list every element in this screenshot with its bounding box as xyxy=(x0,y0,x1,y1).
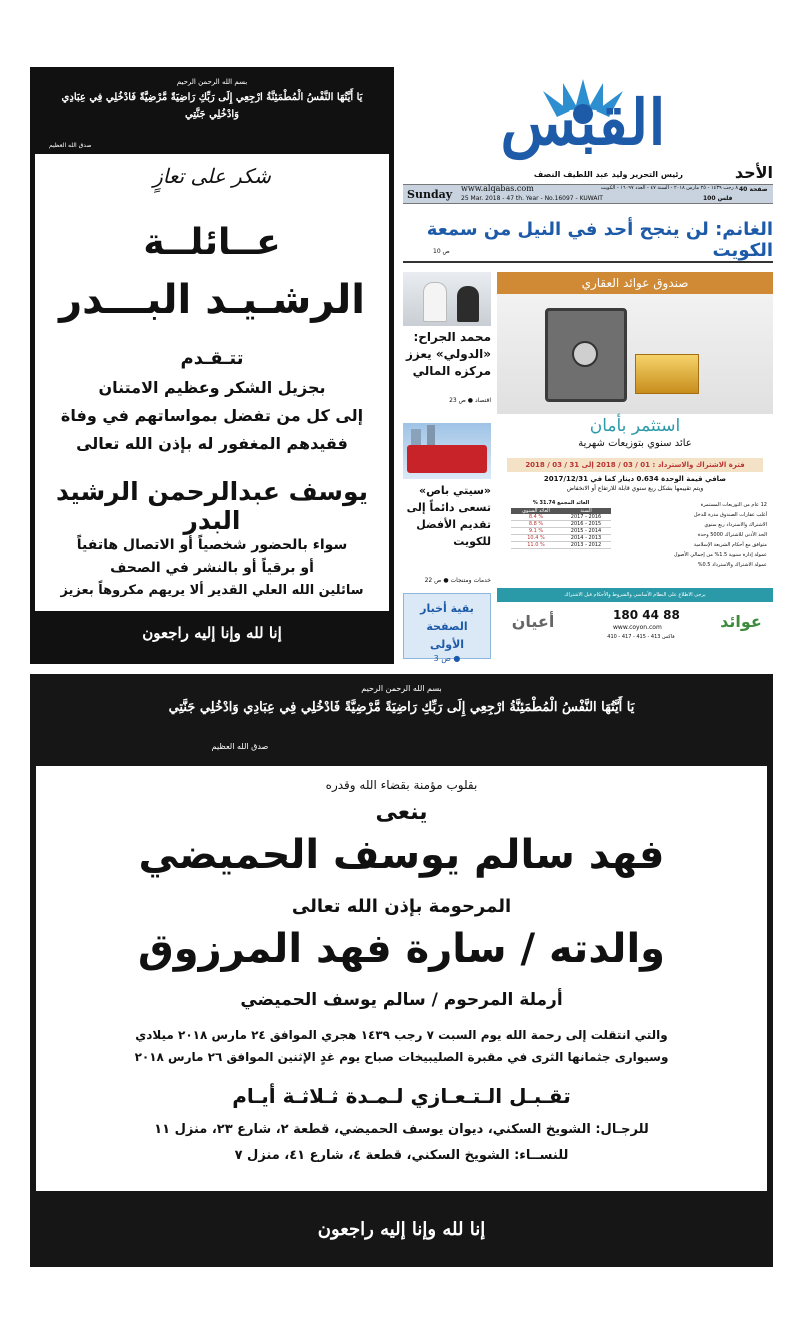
returns-col-year: السنة xyxy=(580,508,592,514)
date-bar xyxy=(403,184,773,204)
headline-rule xyxy=(403,261,773,263)
obit-intro: بقلوب مؤمنة بقضاء الله وقدره xyxy=(325,778,478,792)
obituary-notice xyxy=(30,674,773,1267)
ad-header: شكر على تعازٍ xyxy=(153,164,271,188)
fund-nav: صافي قيمة الوحدة 0.634 دينار كما في 2017/12/31 xyxy=(543,475,727,483)
more-news-box xyxy=(403,593,491,663)
more-news-ref: ● ص 3 xyxy=(433,654,461,663)
row-return: % 8.4 xyxy=(528,514,544,520)
masthead-logo xyxy=(423,69,743,169)
date-arabic: ٨ رجب ١٤٣٩ - ٢٥ مارس ٢٠١٨ - السنة ٤٧ - العدد ١٦٠٩٧ - الكويت xyxy=(600,185,738,191)
date-english: 25 Mar. 2018 - 47 th. Year - No.16097 - KUWAIT xyxy=(461,195,603,202)
more-news-label: بقية أخبار الصفحة الأولى xyxy=(420,602,474,651)
table-row xyxy=(511,514,611,521)
main-headline: الغانم: لن ينجح أحد في النيل من سمعة الكويت xyxy=(426,219,773,261)
obit-widow-of: أرملة المرحوم / سالم يوسف الحميضي xyxy=(240,990,563,1010)
obit-condolence-title: تقـبـل الـتـعـازي لـمـدة ثـلاثـة أيـام xyxy=(232,1084,571,1108)
fund-nav-sub: ويتم تقييمها بشكل ربع سنوي قابلة للارتفاع أو الانخفاض xyxy=(566,485,704,492)
ad-bismillah: بسم الله الرحمن الرحيم xyxy=(176,78,248,86)
table-row xyxy=(511,535,611,542)
row-year: 2013 - 2014 xyxy=(570,535,602,541)
obit-men-address: للرجـال: الشويخ السكني، ديوان يوسف الحميضي، قطعة ٢، شارع ٢٣، منزل ١١ xyxy=(154,1122,649,1137)
row-return: % 10.4 xyxy=(527,535,545,541)
list-item: الاشتراك والاسترداد ربع سنوي xyxy=(704,522,767,528)
fund-slogan: استثمر بأمان xyxy=(589,416,681,436)
row-year: 2014 - 2015 xyxy=(570,528,602,534)
table-row xyxy=(511,528,611,535)
obit-bismillah: بسم الله الرحمن الرحيم xyxy=(361,684,442,693)
ad-verse-banner xyxy=(35,72,389,154)
obit-announcer: فهد سالم يوسف الحميضي xyxy=(138,832,665,878)
ad-deceased-name: يوسف عبدالرحمن الرشيد البدر xyxy=(55,477,369,535)
story1-title: محمد الجراح: «الدولي» يعزز مركزه المالي xyxy=(406,330,491,378)
fund-ad-header xyxy=(497,272,773,294)
obit-announces: ينعى xyxy=(375,800,428,825)
row-year: 2015 - 2016 xyxy=(570,521,602,527)
fund-phones-small: فاكس 413 - 415 - 417 - 410 xyxy=(607,634,675,640)
story2-title: «سيتي باص» تسعى دائماً إلى تقديم الأفضل للكويت xyxy=(406,484,491,548)
obit-deceased: والدته / سارة فهد المرزوق xyxy=(137,926,666,972)
ad-verse: يَا أَيَّتُهَا النَّفْسُ الْمُطْمَئِنَّةُ ارْجِعِي إِلَى رَبِّكِ رَاضِيَةً مَّرْضِيَّةً فَادْخُلِي فِي عِبَادِي وَادْخُلِي جَنَّتِي xyxy=(61,92,363,120)
editor-line: رئيس التحرير وليد عبد اللطيف النصف xyxy=(533,170,683,179)
fund-period: 01 / 03 / 2018 إلى 31 / 03 / 2018 xyxy=(525,461,651,469)
table-row xyxy=(511,521,611,528)
ad-footer-text: إنا لله وإنا إليه راجعون xyxy=(142,624,282,642)
fund-period-label: فترة الاشتراك والاسترداد xyxy=(657,461,745,469)
headline-ref: ص 10 xyxy=(433,248,450,255)
obit-relation: المرحومة بإذن الله تعالى xyxy=(291,896,512,917)
list-item: متوافق مع أحكام الشريعة الإسلامية xyxy=(693,542,767,548)
ad-method-1: سواء بالحضور شخصياً أو الاتصال هاتفياً xyxy=(76,537,348,553)
fund-ad xyxy=(497,272,773,659)
list-item: 12 عام من التوزيعات المستمرة xyxy=(700,502,767,508)
list-item: عمولة الاشتراك والاسترداد 0.5% xyxy=(697,562,767,568)
ad-method-2: أو برقياً أو بالنشر في الصحف xyxy=(110,560,314,576)
story2-ref: خدمات ومتنجات ● ص 22 xyxy=(424,577,491,584)
ad-thanks-3: فقيدهم المغفور له بإذن الله تعالى xyxy=(76,434,348,453)
fund-ad-photo xyxy=(497,294,773,414)
obituary-panel xyxy=(36,766,767,1191)
fund-disclaimer: يرجى الاطلاع على النظام الأساسي والشروط والأحكام قبل الاشتراك xyxy=(564,592,706,598)
obit-burial-line: وسيوارى جثمانها الثرى في مقبرة الصليبيخات صباح يوم غدٍ الإثنين الموافق ٢٦ مارس ٢٠١٨ xyxy=(134,1050,669,1064)
row-return: % 9.1 xyxy=(528,528,544,534)
obit-death-line: والتي انتقلت إلى رحمة الله يوم السبت ٧ رجب ١٤٣٩ هجري الموافق ٢٤ مارس ٢٠١٨ ميلادي xyxy=(135,1028,668,1042)
fund-site: www.coyon.com xyxy=(613,624,662,631)
fund-ad-footer-bar xyxy=(497,588,773,602)
brand-awaed: عوائد xyxy=(720,612,762,631)
returns-table xyxy=(511,500,611,549)
ad-offer: تتـقـدم xyxy=(180,348,244,369)
safe-dial-icon xyxy=(572,341,598,367)
story1-person2-icon xyxy=(457,286,479,322)
list-item: أغلب عقارات الصندوق مدرة للدخل xyxy=(693,512,767,518)
ad-closing: سائلين الله العلي القدير ألا يريهم مكروهاً بعزيز xyxy=(60,583,364,598)
row-return: % 11.0 xyxy=(527,542,545,548)
returns-col-return: العائد السنوي xyxy=(522,508,550,514)
masthead-title: القبس xyxy=(500,86,666,159)
obit-footer: إنا لله وإنا إليه راجعون xyxy=(317,1219,486,1240)
obit-women-address: للنســاء: الشويخ السكني، قطعة ٤، شارع ٤١، منزل ٧ xyxy=(234,1148,569,1163)
story2-photo xyxy=(403,423,491,479)
day-english: Sunday xyxy=(407,188,453,201)
features-list xyxy=(621,500,767,570)
family-name-line1: عــائلــة xyxy=(143,222,281,263)
issue-price: 100 فلس xyxy=(703,195,733,202)
row-year: 2012 - 2013 xyxy=(570,542,602,548)
story1-person-icon xyxy=(423,282,447,322)
gold-bars-icon xyxy=(635,354,699,394)
ad-thanks-2: إلى كل من تفضل بمواساتهم في وفاة xyxy=(60,406,364,425)
obit-verse: يَا أَيَّتُهَا النَّفْسُ الْمُطْمَئِنَّةُ ارْجِعِي إِلَى رَبِّكِ رَاضِيَةً مَّرْضِيَّةً فَادْخُلِي فِي عِبَادِي وَادْخُلِي جَنَّتِي xyxy=(168,700,635,715)
ad-thanks-1: بجزيل الشكر وعظيم الامتنان xyxy=(98,378,326,397)
row-return: % 8.8 xyxy=(528,521,544,527)
fund-period-bar: فترة الاشتراك والاسترداد : 01 / 03 / 2018 إلى 31 / 03 / 2018 xyxy=(507,458,763,472)
table-row xyxy=(511,542,611,549)
story1-photo xyxy=(403,272,491,326)
list-item: الحد الأدنى للاشتراك 5000 وحدة xyxy=(697,532,767,538)
website: www.alqabas.com xyxy=(461,184,534,193)
story1-ref: اقتصاد ● ص 23 xyxy=(449,397,491,404)
fund-phone: 180 44 88 xyxy=(613,608,680,622)
page-count: 40 صفحة xyxy=(739,186,768,193)
newspaper-front-page xyxy=(403,67,773,664)
row-year: 2016 - 2017 xyxy=(570,514,602,520)
safe-icon xyxy=(545,308,627,402)
returns-total: العائد المجمع 31.74 % xyxy=(532,500,590,506)
ad-verse-source: صدق الله العظيم xyxy=(49,142,92,149)
condolence-thanks-ad xyxy=(30,67,394,664)
fund-sub: عائد سنوي بتوزيعات شهرية xyxy=(578,438,692,449)
brand-ayan: أعيان xyxy=(511,612,555,631)
day-arabic: الأحد xyxy=(734,163,773,182)
obit-verse-source: صدق الله العظيم xyxy=(211,742,269,751)
bus-icon xyxy=(407,445,487,473)
ad-footer-banner xyxy=(35,611,389,659)
list-item: عمولة إدارة سنوية 1.5% من إجمالي الأصول xyxy=(673,552,767,558)
fund-name: صندوق عوائد العقاري xyxy=(581,276,689,290)
family-name-line2: الرشـيـد البـــدر xyxy=(59,277,365,323)
